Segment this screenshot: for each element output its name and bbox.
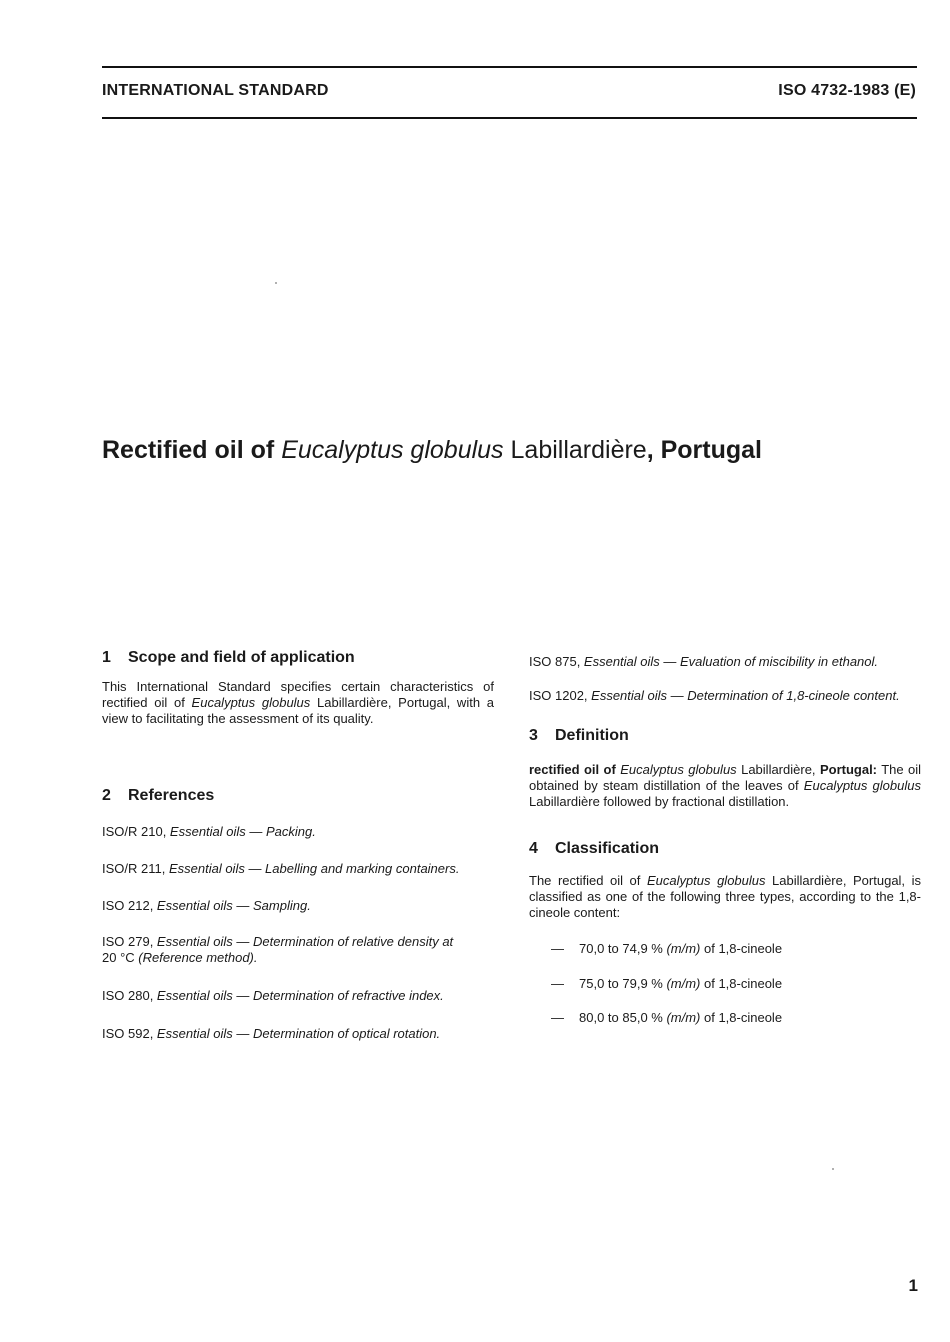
definition-paragraph: rectified oil of Eucalyptus globulus Labillardière, Portugal: The oil obtained by steam distillation of the leaves of Eucalyptus globulus Labillardière followed by fractional distillation.: [529, 762, 922, 809]
reference-item: ISO/R 210, Essential oils — Packing.: [102, 824, 316, 839]
reference-item: ISO 279, Essential oils — Determination of relative density at 20 °C (Reference method).: [102, 934, 454, 965]
header-rule-bottom: [102, 117, 917, 119]
list-item: — 75,0 to 79,9 % (m/m) of 1,8-cineole: [551, 976, 783, 991]
header-rule-top: [102, 66, 917, 68]
page-number: 1: [908, 1276, 918, 1295]
reference-item: ISO 280, Essential oils — Determination of refractive index.: [102, 988, 444, 1003]
section-heading: 2 References: [102, 787, 215, 804]
reference-item: ISO 212, Essential oils — Sampling.: [102, 898, 311, 913]
section-classification: [529, 841, 921, 1026]
section-definition: [529, 728, 921, 810]
list-item: — 80,0 to 85,0 % (m/m) of 1,8-cineole: [551, 1010, 783, 1025]
scan-speck: [275, 282, 277, 284]
section-heading: 1 Scope and field of application: [102, 649, 355, 666]
right-column: [529, 654, 921, 1026]
reference-item: ISO 1202, Essential oils — Determination of 1,8-cineole content.: [529, 688, 900, 703]
section-heading: 3 Definition: [529, 727, 629, 744]
reference-item: ISO 875, Essential oils — Evaluation of miscibility in ethanol.: [529, 654, 879, 669]
section-references: [102, 788, 494, 1042]
page-title: Rectified oil of Eucalyptus globulus Labillardière, Portugal: [102, 436, 762, 464]
left-column: [102, 650, 494, 1042]
classification-paragraph: The rectified oil of Eucalyptus globulus Labillardière, Portugal, is classified as one of the following three types, according to the 1,8-cineole content:: [529, 873, 921, 920]
list-item: — 70,0 to 74,9 % (m/m) of 1,8-cineole: [551, 941, 783, 956]
scope-paragraph: This International Standard specifies certain characteristics of rectified oil of Eucalyptus globulus Labillardière, Portugal, with a view to facilitating the assessment of its quality.: [102, 679, 495, 726]
section-scope: [102, 650, 494, 727]
reference-item: ISO 592, Essential oils — Determination of optical rotation.: [102, 1026, 441, 1041]
header-doc-number: ISO 4732-1983 (E): [778, 82, 916, 99]
title-species: Eucalyptus globulus: [281, 436, 504, 464]
section-heading: 4 Classification: [529, 840, 660, 857]
reference-item: ISO/R 211, Essential oils — Labelling and marking containers.: [102, 861, 460, 876]
scan-speck: [832, 1168, 834, 1170]
header-doc-type: INTERNATIONAL STANDARD: [102, 82, 329, 99]
